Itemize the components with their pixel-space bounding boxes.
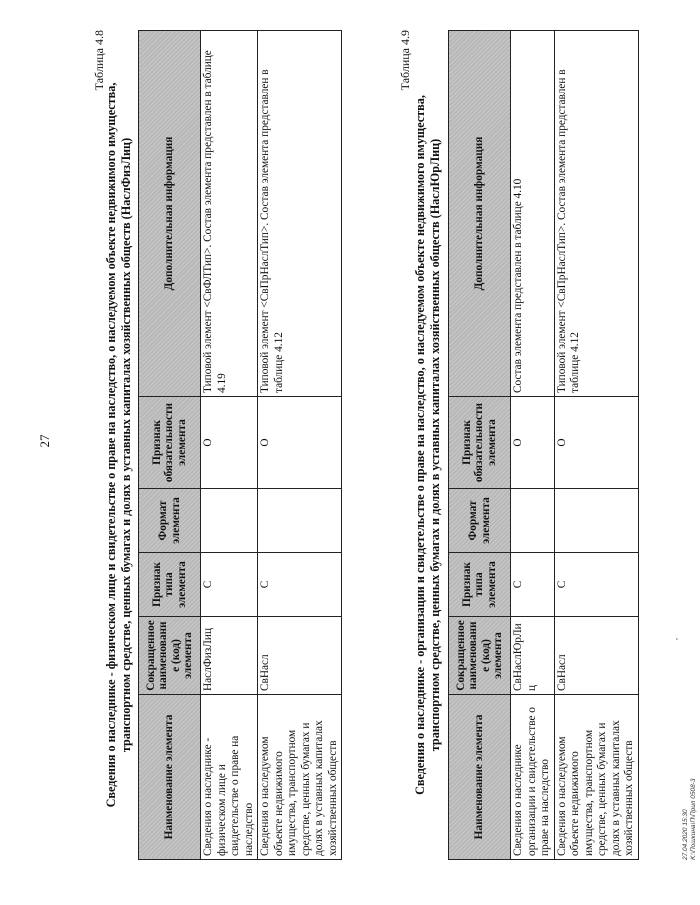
table-4-8 [138, 30, 342, 860]
cell-element-required: О [258, 397, 342, 489]
page-number: 27 [37, 434, 52, 448]
header-element-name: Наименование элемента [139, 695, 201, 860]
footer-stamp-path: K:\Пошкина\П\Прил 0508-3 [690, 778, 697, 860]
cell-element-type: С [201, 553, 258, 617]
cell-element-code: НаслФизЛиц [201, 617, 258, 695]
table-row [554, 31, 638, 860]
cell-element-name: Сведения о наследнике организации и свидетельстве о праве на наследство [511, 695, 555, 860]
table-row [511, 31, 555, 860]
cell-additional-info: Типовой элемент <СвПрНаслТип>. Состав элемента представлен в таблице 4.12 [554, 31, 638, 397]
cell-additional-info: Типовой элемент <СвПрНаслТип>. Состав элемента представлен в таблице 4.12 [258, 31, 342, 397]
cell-element-type: С [511, 553, 555, 617]
cell-element-required: О [201, 397, 258, 489]
cell-element-code: СвНасл [258, 617, 342, 695]
table-4-8-caption-line-2: транспортном средстве, ценных бумагах и долях в уставных капиталах хозяйственных обществ (НаслФизЛиц) [119, 137, 133, 753]
cell-element-required: О [511, 397, 555, 489]
table-4-9-caption [413, 30, 443, 860]
table-4-9-caption-line-1: Сведения о наследнике - организации и свидетельстве о праве на наследство, о наследуемом объекте недвижимого имущества, [413, 95, 427, 795]
cell-element-type: С [258, 553, 342, 617]
cell-element-format [201, 489, 258, 553]
header-element-type: Признак типа элемента [449, 553, 511, 617]
cell-element-format [258, 489, 342, 553]
header-additional-info: Дополнительная информация [139, 31, 201, 397]
cell-additional-info: Состав элемента представлен в таблице 4.10 [511, 31, 555, 397]
table-4-8-label: Таблица 4.8 [92, 30, 106, 91]
header-element-required: Признак обязательности элемента [139, 397, 201, 489]
cell-element-name: Сведения о наследуемом объекте недвижимого имущества, транспортном средстве, ценных бумагах и долях в уставных капиталах хозяйственных обществ [554, 695, 638, 860]
footer-stamp-date: 27.04.2020 15:30 [682, 809, 689, 860]
footer-stamp [682, 660, 698, 860]
table-4-9-label: Таблица 4.9 [398, 30, 412, 91]
cell-element-name: Сведения о наследуемом объекте недвижимого имущества, транспортном средстве, ценных бумагах и долях в уставных капиталах хозяйственных обществ [258, 695, 342, 860]
cell-element-code: СвНаслЮрЛиц [511, 617, 555, 695]
table-4-8-caption [104, 30, 134, 860]
header-element-type: Признак типа элемента [139, 553, 201, 617]
cell-additional-info: Типовой элемент <СвФЛТип>. Состав элемента представлен в таблице 4.19 [201, 31, 258, 397]
cell-element-type: С [554, 553, 638, 617]
cell-element-name: Сведения о наследнике - физическом лице и свидетельстве о праве на наследство [201, 695, 258, 860]
rotated-page-content [80, 20, 700, 880]
stray-mark: , [670, 638, 679, 640]
cell-element-code: СвНасл [554, 617, 638, 695]
header-element-required: Признак обязательности элемента [449, 397, 511, 489]
table-row [201, 31, 258, 860]
header-element-format: Формат элемента [449, 489, 511, 553]
header-additional-info: Дополнительная информация [449, 31, 511, 397]
header-element-code: Сокращенное наименование (код) элемента [139, 617, 201, 695]
cell-element-required: О [554, 397, 638, 489]
cell-element-format [554, 489, 638, 553]
table-4-8-caption-line-1: Сведения о наследнике - физическом лице и свидетельстве о праве на наследство, о наследуемом объекте недвижимого имущества, [104, 82, 118, 808]
table-row [258, 31, 342, 860]
table-header-row [449, 31, 511, 860]
table-4-9 [448, 30, 639, 860]
cell-element-format [511, 489, 555, 553]
table-4-9-caption-line-2: транспортном средстве, ценных бумагах и долях в уставных капиталах хозяйственных обществ (НаслЮрЛиц) [428, 138, 442, 752]
header-element-format: Формат элемента [139, 489, 201, 553]
header-element-name: Наименование элемента [449, 695, 511, 860]
table-header-row [139, 31, 201, 860]
header-element-code: Сокращенное наименование (код) элемента [449, 617, 511, 695]
